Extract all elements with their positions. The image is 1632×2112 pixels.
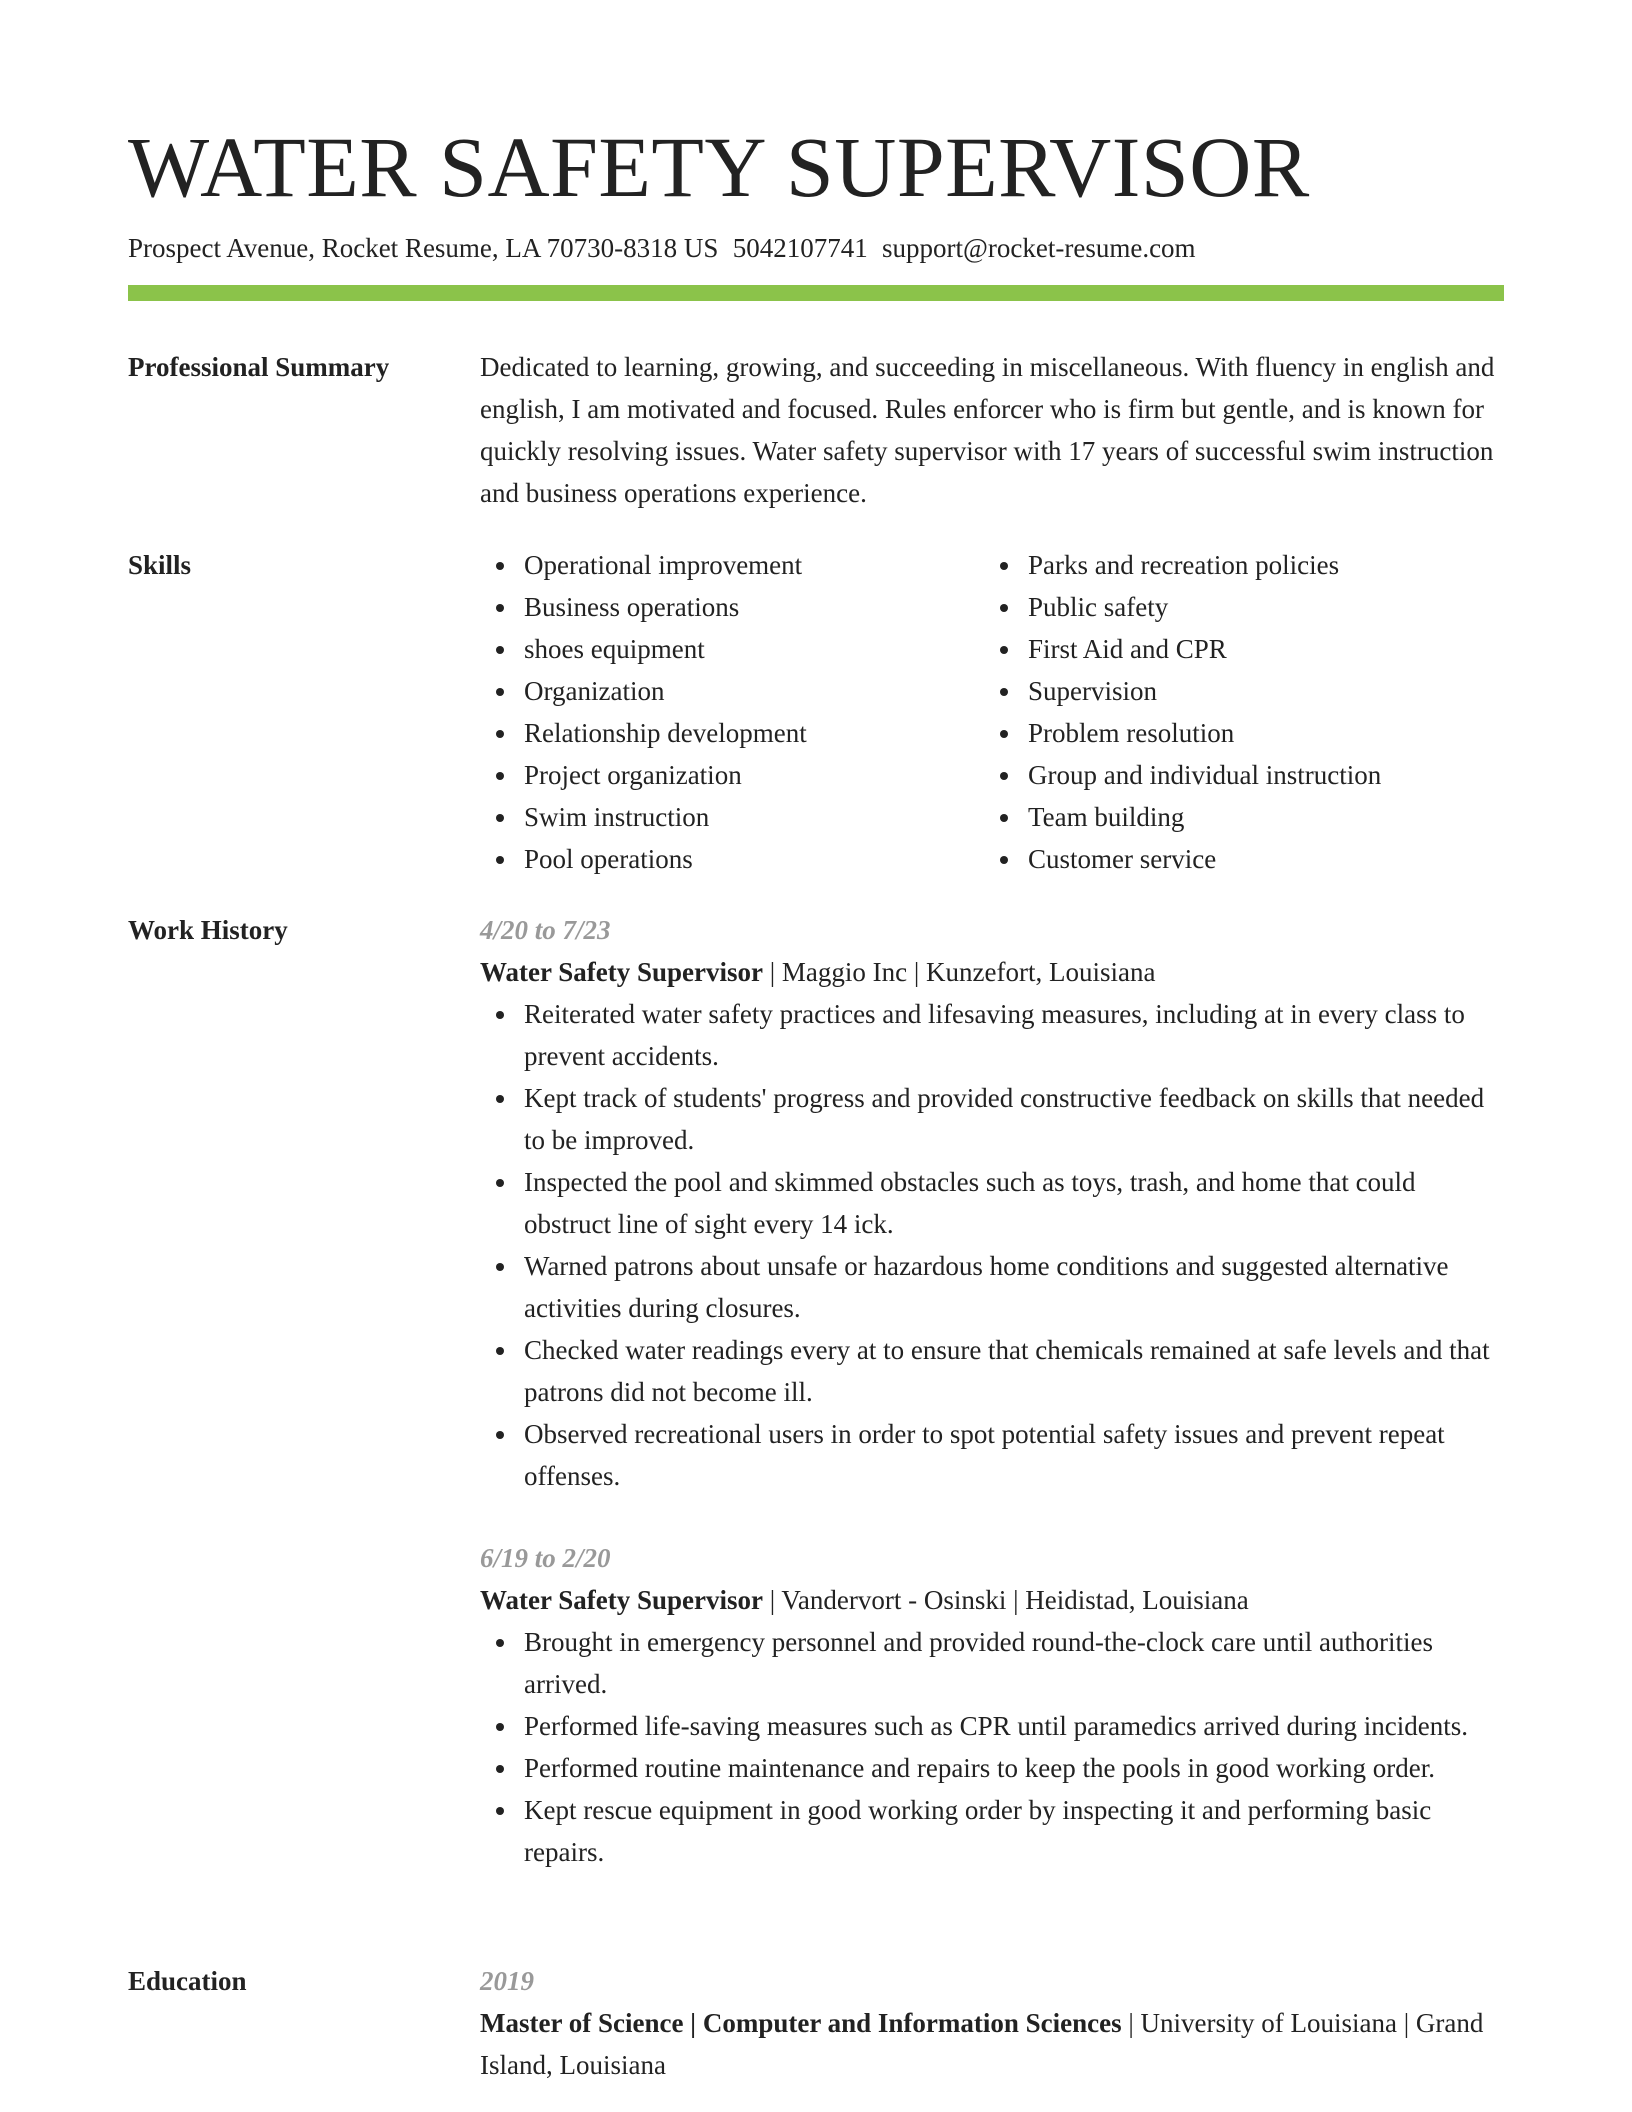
job-bullet: Checked water readings every at to ensure that chemicals remained at safe levels and that patrons did not become ill. [524,1329,1504,1413]
job-bullets [480,1621,1504,1873]
skill-item: shoes equipment [524,628,984,670]
job-title-line [480,951,1504,993]
skills-body [480,544,1504,880]
job-title: Water Safety Supervisor [480,1585,763,1615]
job-bullet: Brought in emergency personnel and provided round-the-clock care until authorities arrived. [524,1621,1504,1705]
summary-body [480,346,1504,514]
job-bullet: Warned patrons about unsafe or hazardous home conditions and suggested alternative activities during closures. [524,1245,1504,1329]
skill-item: Business operations [524,586,984,628]
summary-text: Dedicated to learning, growing, and succeeding in miscellaneous. With fluency in english and english, I am motivated and focused. Rules enforcer who is firm but gentle, and is known for quickly resolving issues. Water safety supervisor with 17 years of successful swim instruction and business operations experience. [480,352,1495,508]
skill-item: Public safety [1028,586,1488,628]
job-title-line [480,1579,1504,1621]
job-bullets [480,993,1504,1497]
skill-item: Group and individual instruction [1028,754,1488,796]
skill-item: Customer service [1028,838,1488,880]
skill-item: Supervision [1028,670,1488,712]
job-title: Water Safety Supervisor [480,957,763,987]
education-year: 2019 [480,1966,534,1996]
education-degree: Master of Science | Computer and Information Sciences [480,2008,1122,2038]
header-divider [128,285,1504,301]
skill-item: Team building [1028,796,1488,838]
job-bullet: Observed recreational users in order to spot potential safety issues and prevent repeat offenses. [524,1413,1504,1497]
education-school-location: | University of Louisiana | Grand Island, Louisiana [480,2008,1484,2080]
skill-item: Relationship development [524,712,984,754]
skills-heading: Skills [128,550,192,580]
job-bullet: Kept track of students' progress and provided constructive feedback on skills that needed to be improved. [524,1077,1504,1161]
skill-item: Problem resolution [1028,712,1488,754]
resume-name-heading: WATER SAFETY SUPERVISOR [128,119,1310,215]
summary-heading: Professional Summary [128,352,390,382]
skills-columns [480,544,1504,880]
job-dates: 6/19 to 2/20 [480,1543,611,1573]
contact-address: Prospect Avenue, Rocket Resume, LA 70730-8318 US [128,233,719,263]
skills-list-left [480,544,984,880]
job-entry [480,1537,1504,1873]
job-bullet: Performed routine maintenance and repairs to keep the pools in good working order. [524,1747,1504,1789]
job-employer-location: | Vandervort - Osinski | Heidistad, Louisiana [762,1585,1249,1615]
work-history-body [480,909,1504,1873]
work-history-heading: Work History [128,915,288,945]
skill-item: Parks and recreation policies [1028,544,1488,586]
skill-item: Project organization [524,754,984,796]
job-bullet: Kept rescue equipment in good working order by inspecting it and performing basic repairs. [524,1789,1504,1873]
job-bullet: Inspected the pool and skimmed obstacles such as toys, trash, and home that could obstruct line of sight every 14 ick. [524,1161,1504,1245]
skills-list-right [984,544,1488,880]
skill-item: Swim instruction [524,796,984,838]
job-bullet: Performed life-saving measures such as CPR until paramedics arrived during incidents. [524,1705,1504,1747]
job-entry [480,909,1504,1497]
skill-item: First Aid and CPR [1028,628,1488,670]
skill-item: Organization [524,670,984,712]
contact-phone: 5042107741 [732,233,868,263]
education-body [480,1960,1504,2086]
skill-item: Pool operations [524,838,984,880]
contact-line [128,231,1196,266]
job-employer-location: | Maggio Inc | Kunzefort, Louisiana [762,957,1156,987]
job-dates: 4/20 to 7/23 [480,915,611,945]
contact-email: support@rocket-resume.com [882,233,1196,263]
education-degree-line [480,2002,1504,2086]
skill-item: Operational improvement [524,544,984,586]
job-bullet: Reiterated water safety practices and lifesaving measures, including at in every class to prevent accidents. [524,993,1504,1077]
education-heading: Education [128,1966,247,1996]
